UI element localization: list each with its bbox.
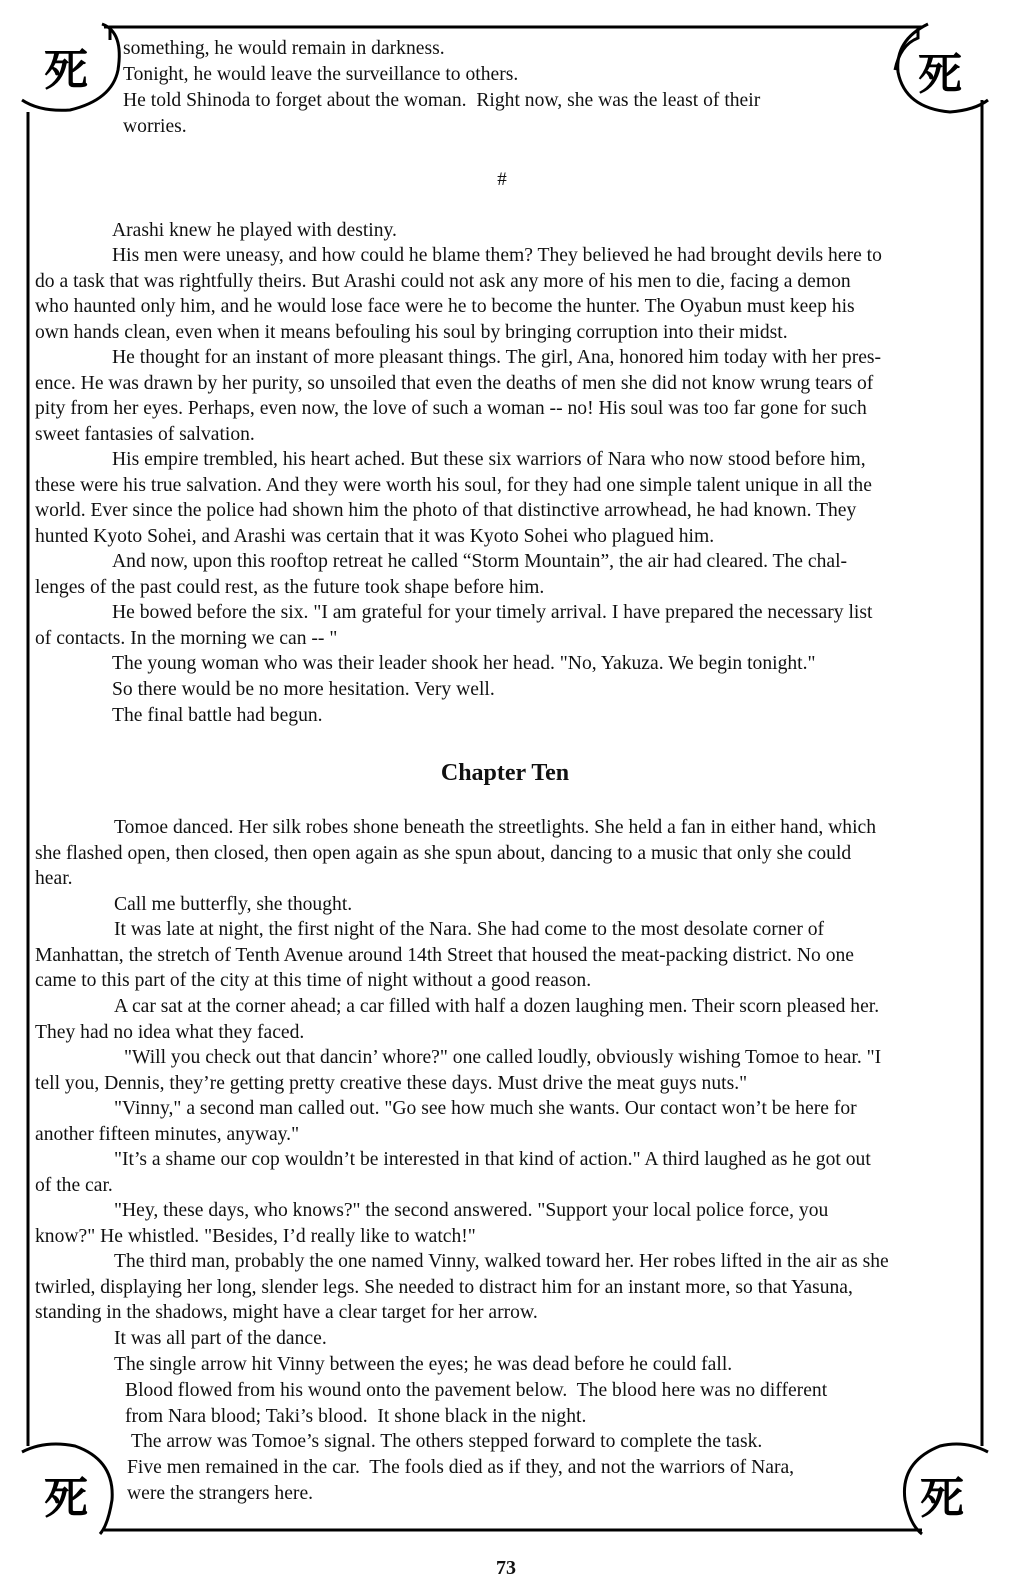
paragraph: And now, upon this rooftop retreat he called “Storm Mountain”, the air had cleared. The chal- lenges of the past could rest, as the future took shape before him. [35,551,848,598]
corner-glyph-bottom-right: 死 [920,1473,964,1524]
corner-glyph-bottom-left: 死 [44,1473,88,1524]
paragraph: The final battle had begun. [112,705,323,726]
paragraph: So there would be no more hesitation. Very well. [112,679,495,700]
paragraph: Tonight, he would leave the surveillance to others. [123,64,519,85]
paragraph: something, he would remain in darkness. [123,38,445,59]
paragraph: It was late at night, the first night of the Nara. She had come to the most desolate corner of Manhattan, the stretch of Tenth Avenue around 14th Street that housed the meat-packing district. No one came to this part of the city at this time of night without a good reason. [35,919,854,992]
paragraph: "It’s a shame our cop wouldn’t be interested in that kind of action." A third laughed as he got out of the car. [35,1149,871,1196]
paragraph: Five men remained in the car. The fools died as if they, and not the warriors of Nara, were the strangers here. [127,1457,795,1504]
paragraph: The third man, probably the one named Vinny, walked toward her. Her robes lifted in the air as she twirled, displaying her long, slender legs. She needed to distract him for an instant more, so that Yasuna, standing in the shadows, might have a clear target for her arrow. [35,1251,889,1324]
paragraph: "Will you check out that dancin’ whore?" one called loudly, obviously wishing Tomoe to hear. "I tell you, Dennis, they’re getting pretty creative these days. Must drive the meat guys nuts." [35,1047,882,1094]
paragraph: He told Shinoda to forget about the woman. Right now, she was the least of their worries. [123,90,761,137]
paragraph: The young woman who was their leader shook her head. "No, Yakuza. We begin tonight." [112,653,816,674]
section-separator: # [497,169,507,190]
corner-glyph-top-right: 死 [918,49,962,100]
paragraph: "Hey, these days, who knows?" the second answered. "Support your local police force, you know?" He whistled. "Besides, I’d really like to watch!" [35,1200,829,1247]
page-number: 73 [496,1557,516,1579]
paragraph: He thought for an instant of more pleasant things. The girl, Ana, honored him today with her pres- ence. He was drawn by her purity, so unsoiled that even the deaths of men she did not know wrung tears of pity from her eyes. Perhaps, even now, the love of such a woman -- no! His soul was too far gone for such sweet fantasies of salvation. [35,347,882,445]
paragraph: His empire trembled, his heart ached. But these six warriors of Nara who now stood before him, these were his true salvation. And they were worth his soul, for they had one simple talent unique in all the world. Ever since the police had shown him the photo of that distinctive arrowhead, he had known. They hunted Kyoto Sohei, and Arashi was certain that it was Kyoto Sohei who plagued him. [35,449,872,547]
paragraph: Arashi knew he played with destiny. [112,220,397,241]
paragraph: The single arrow hit Vinny between the eyes; he was dead before he could fall. [114,1354,733,1375]
paragraph: A car sat at the corner ahead; a car filled with half a dozen laughing men. Their scorn pleased her. They had no idea what they faced. [35,996,880,1043]
chapter-title: Chapter Ten [440,760,570,786]
paragraph: The arrow was Tomoe’s signal. The others stepped forward to complete the task. [131,1431,763,1452]
paragraph: "Vinny," a second man called out. "Go see how much she wants. Our contact won’t be here for another fifteen minutes, anyway." [35,1098,857,1145]
corner-glyph-top-left: 死 [44,45,88,96]
paragraph: His men were uneasy, and how could he blame them? They believed he had brought devils here to do a task that was rightfully theirs. But Arashi could not ask any more of his men to die, facing a demon who haunted only him, and he would lose face were he to become the hunter. The Oyabun must keep his own hands clean, even when it means befouling his soul by bringing corruption into their midst. [35,245,882,343]
paragraph: Blood flowed from his wound onto the pavement below. The blood here was no different from Nara blood; Taki’s blood. It shone black in the night. [125,1380,828,1427]
paragraph: Call me butterfly, she thought. [114,894,353,915]
paragraph: He bowed before the six. "I am grateful for your timely arrival. I have prepared the necessary list of contacts. In the morning we can -- " [35,602,873,649]
paragraph: Tomoe danced. Her silk robes shone beneath the streetlights. She held a fan in either hand, which she flashed open, then closed, then open again as she spun about, dancing to a music that only she could hear. [35,817,877,890]
paragraph: It was all part of the dance. [114,1328,327,1349]
